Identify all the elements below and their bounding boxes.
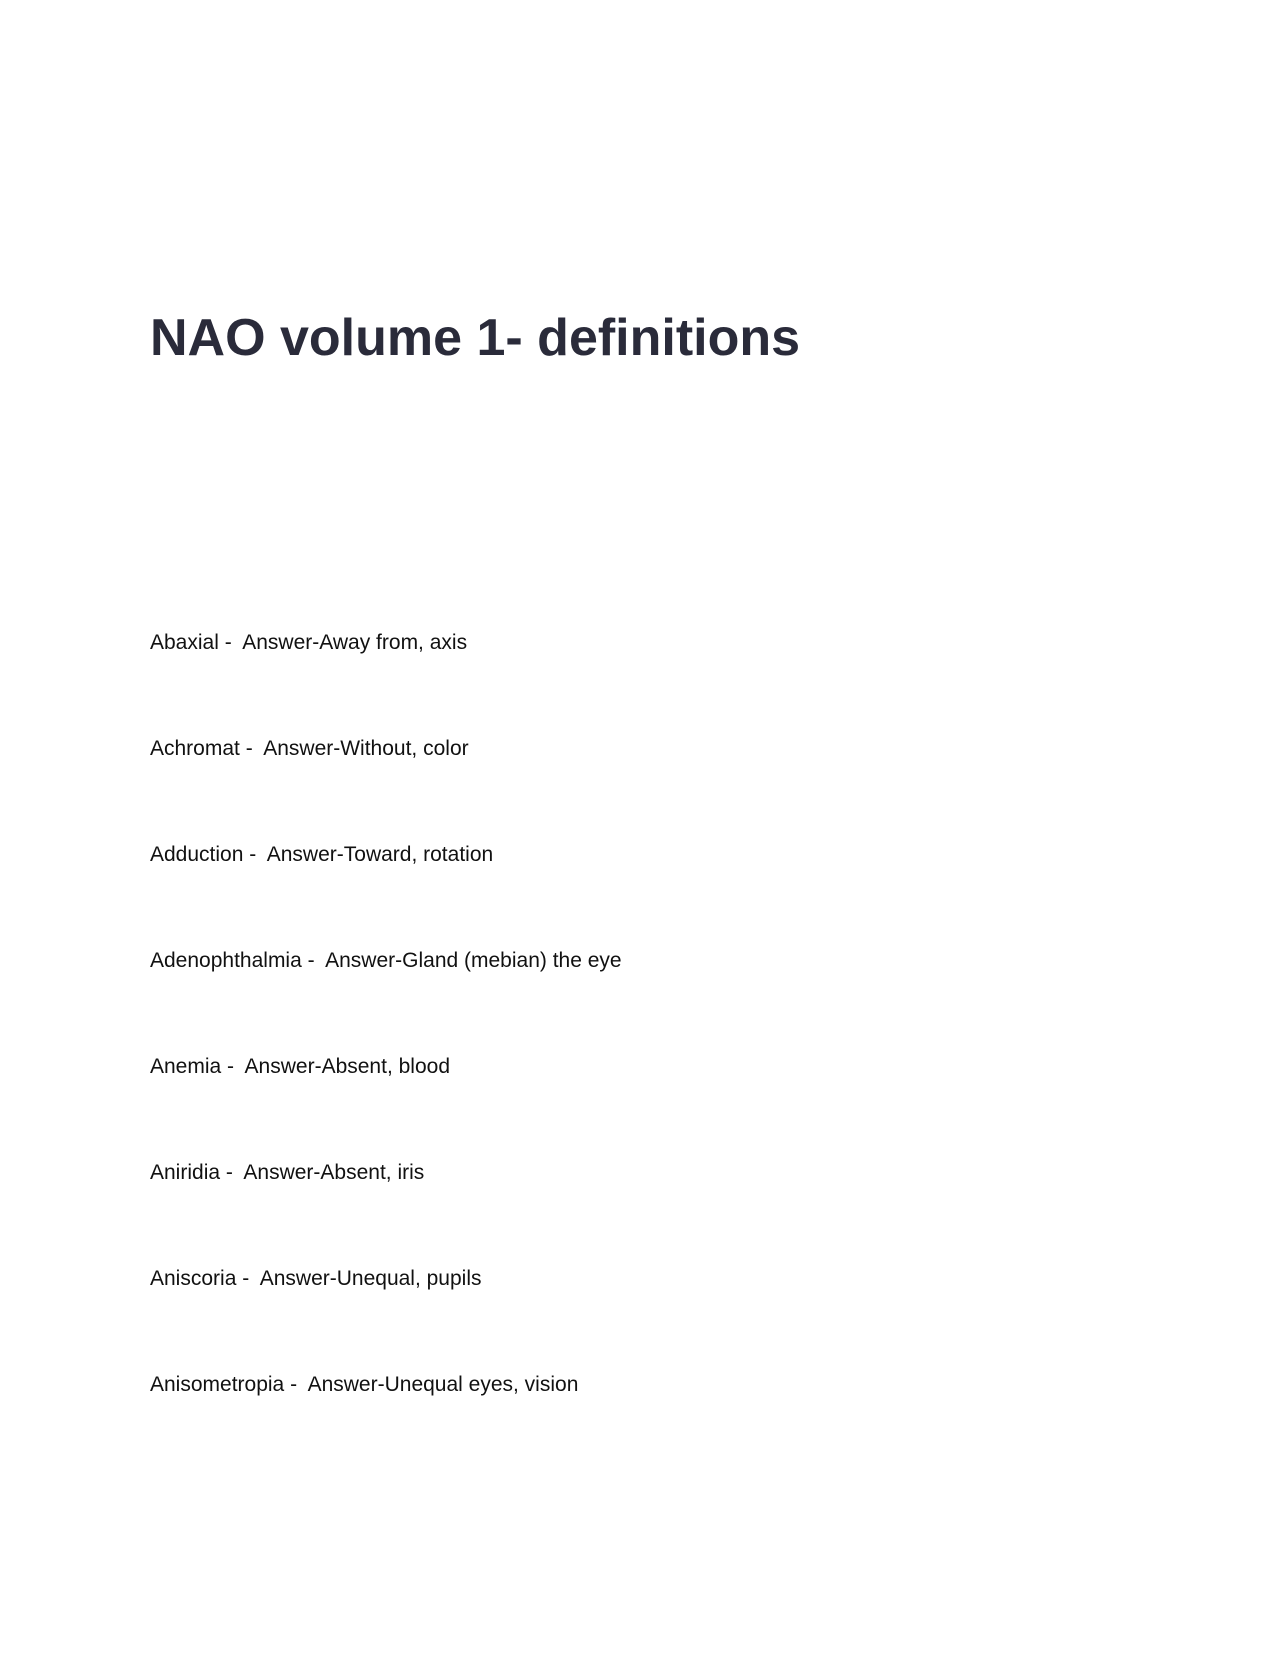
definition-answer: Answer-Unequal eyes, vision bbox=[307, 1373, 579, 1396]
definition-entry bbox=[150, 1368, 1150, 1474]
definition-term: Aniridia bbox=[150, 1161, 221, 1184]
definition-list bbox=[150, 626, 1150, 1474]
definition-term: Adduction bbox=[150, 843, 244, 866]
definition-term: Adenophthalmia bbox=[150, 949, 302, 972]
definition-separator: - bbox=[301, 949, 326, 972]
definition-entry bbox=[150, 1050, 1150, 1156]
definition-answer: Answer-Absent, iris bbox=[243, 1161, 425, 1184]
definition-separator: - bbox=[236, 1267, 260, 1290]
definition-separator: - bbox=[218, 631, 243, 654]
definition-separator: - bbox=[284, 1373, 308, 1396]
definition-separator: - bbox=[220, 1161, 244, 1184]
definition-term: Abaxial bbox=[150, 631, 219, 654]
document-title: NAO volume 1- definitions bbox=[150, 309, 801, 367]
definition-answer: Answer-Toward, rotation bbox=[266, 843, 494, 866]
definition-entry bbox=[150, 1262, 1150, 1368]
definition-term: Anemia bbox=[150, 1055, 222, 1078]
definition-separator: - bbox=[239, 737, 264, 760]
definition-term: Anisometropia bbox=[150, 1373, 285, 1396]
definition-entry bbox=[150, 732, 1150, 838]
definition-entry bbox=[150, 626, 1150, 732]
definition-answer: Answer-Absent, blood bbox=[244, 1055, 450, 1078]
definition-entry bbox=[150, 838, 1150, 944]
definition-answer: Answer-Without, color bbox=[263, 737, 469, 760]
definition-separator: - bbox=[221, 1055, 245, 1078]
definition-term: Achromat bbox=[150, 737, 240, 760]
definition-separator: - bbox=[243, 843, 267, 866]
definition-entry bbox=[150, 1156, 1150, 1262]
definition-entry bbox=[150, 944, 1150, 1050]
definition-answer: Answer-Gland (mebian) the eye bbox=[325, 949, 622, 972]
definition-term: Aniscoria bbox=[150, 1267, 237, 1290]
definition-answer: Answer-Unequal, pupils bbox=[259, 1267, 482, 1290]
definition-answer: Answer-Away from, axis bbox=[242, 631, 468, 654]
